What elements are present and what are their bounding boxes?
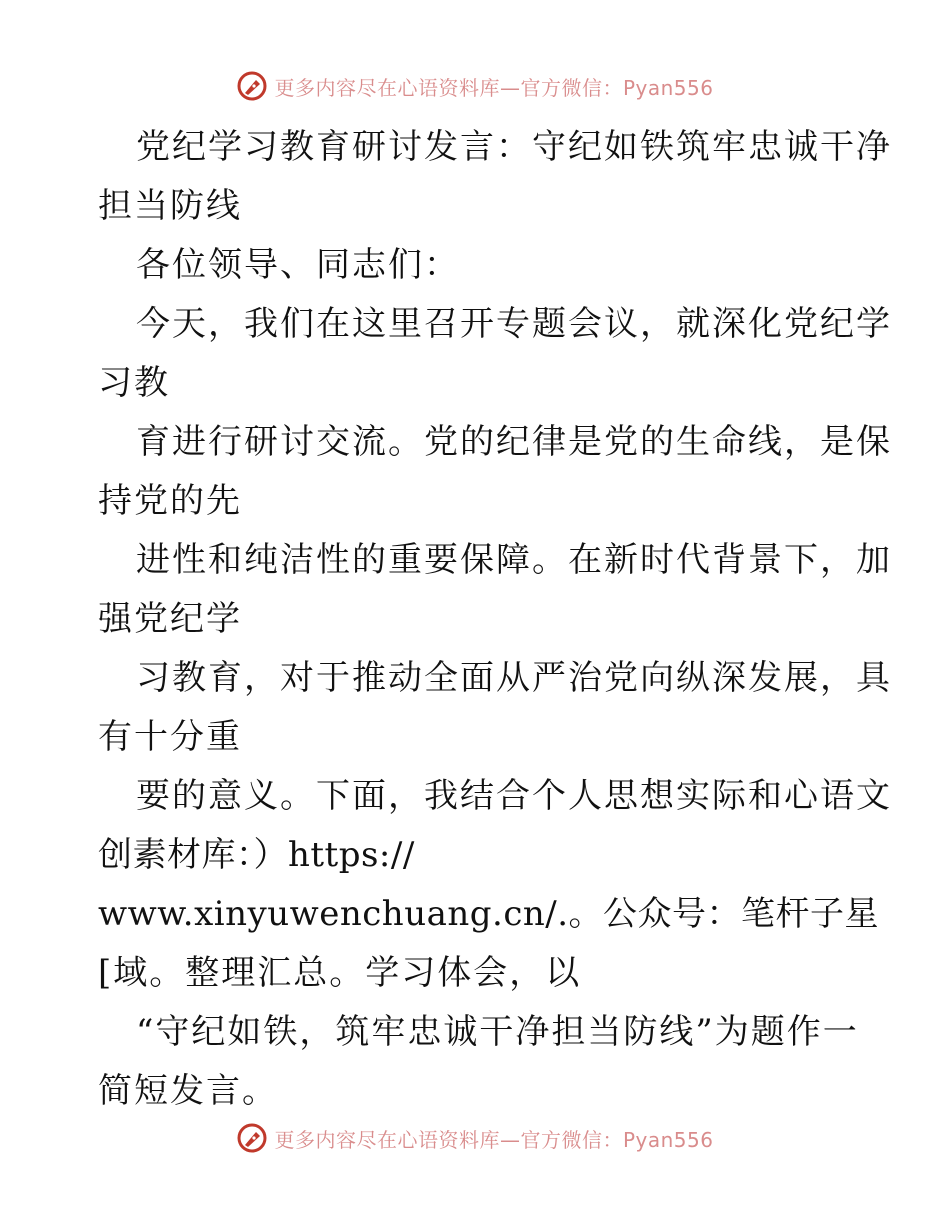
doc-title-line-1: 党纪学习教育研讨发言：守纪如铁筑牢忠诚干净: [136, 127, 892, 167]
document-body: [98, 118, 892, 1121]
pen-nib-logo-icon: [236, 1122, 268, 1154]
doc-paragraph-line: 有十分重: [98, 717, 242, 757]
footer-watermark: [0, 1122, 950, 1154]
watermark-text: 更多内容尽在心语资料库—官方微信：Pyan556: [274, 1127, 714, 1152]
doc-paragraph-line: 进性和纯洁性的重要保障。在新时代背景下，加: [136, 540, 892, 580]
pen-nib-logo-icon: [236, 70, 268, 102]
watermark-text: 更多内容尽在心语资料库—官方微信：Pyan556: [274, 75, 714, 100]
doc-paragraph-line: 今天，我们在这里召开专题会议，就深化党纪学: [136, 304, 892, 344]
doc-title-line-2: 担当防线: [98, 186, 242, 226]
doc-paragraph-line: 要的意义。下面，我结合个人思想实际和心语文: [136, 776, 892, 816]
doc-paragraph-line: 育进行研讨交流。党的纪律是党的生命线，是保: [136, 422, 892, 462]
doc-paragraph-line: 习教育，对于推动全面从严治党向纵深发展，具: [136, 658, 892, 698]
doc-paragraph-line: 持党的先: [98, 481, 242, 521]
doc-url-line: www.xinyuwenchuang.cn/.。公众号：笔杆子星: [98, 894, 880, 934]
doc-paragraph-line: 强党纪学: [98, 599, 242, 639]
doc-greeting: 各位领导、同志们：: [136, 245, 460, 285]
doc-paragraph-line: 习教: [98, 363, 170, 403]
doc-paragraph-line: 简短发言。: [98, 1071, 278, 1111]
doc-paragraph-line: [域。整理汇总。学习体会，以: [98, 953, 582, 993]
doc-paragraph-line: “守纪如铁，筑牢忠诚干净担当防线”为题作一: [136, 1012, 859, 1052]
header-watermark: [0, 70, 950, 102]
doc-paragraph-line: 创素材库：）https://: [98, 835, 415, 875]
